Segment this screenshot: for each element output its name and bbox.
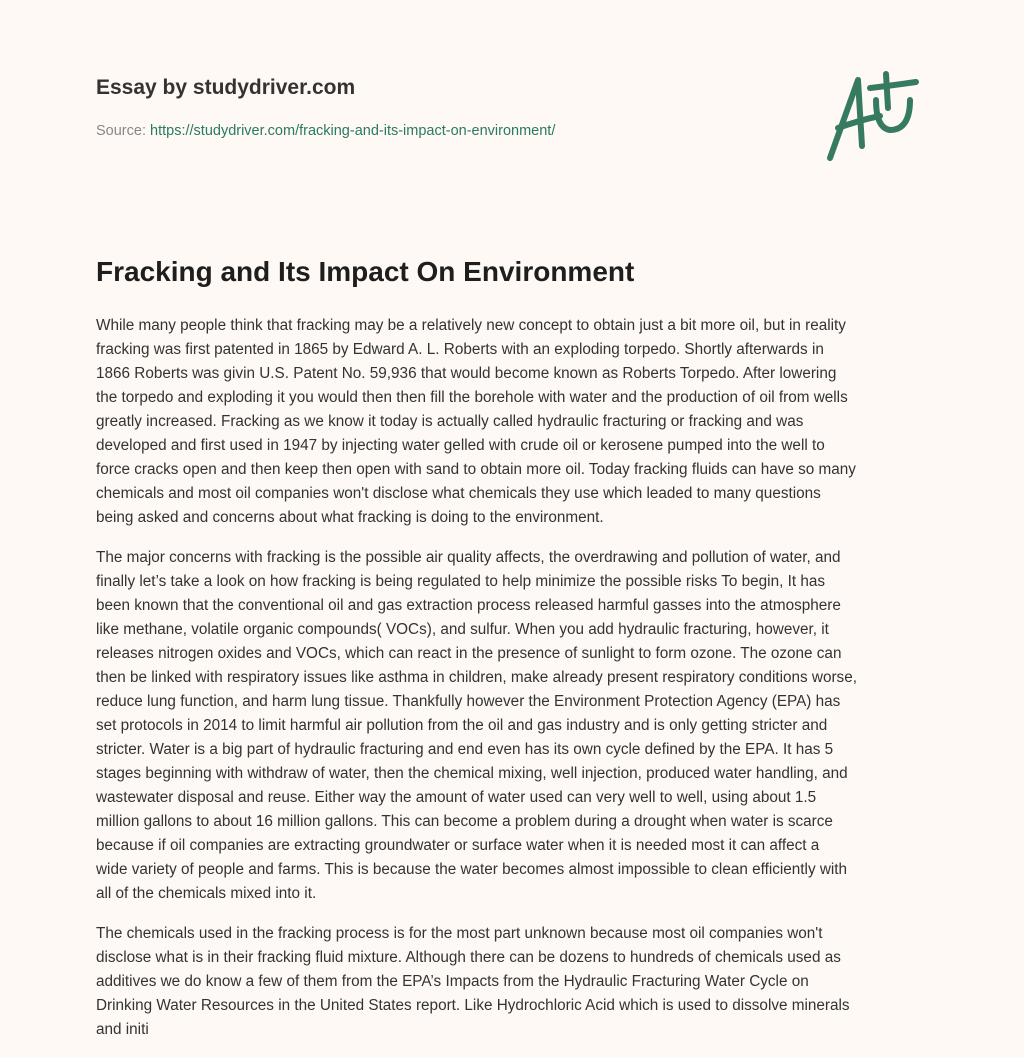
brand-heading: Essay by studydriver.com — [96, 76, 356, 99]
paragraph-line: The chemicals used in the fracking process is for the most part unknown because most oil companies won't — [96, 925, 823, 942]
paragraph-line: like methane, volatile organic compounds( VOCs), and sulfur. When you add hydraulic fracturing, however, it — [96, 621, 829, 638]
paragraph-line: been known that the conventional oil and gas extraction process released harmful gasses into the atmosphere — [96, 597, 841, 614]
paragraph-line: The major concerns with fracking is the possible air quality affects, the overdrawing and pollution of water, and — [96, 549, 841, 566]
essay-body — [96, 314, 966, 1058]
paragraph-line: stages beginning with withdraw of water, then the chemical mixing, well injection, produced water handling, and — [96, 765, 848, 782]
paragraph-line: all of the chemicals mixed into it. — [96, 885, 317, 902]
paragraph-line: 1866 Roberts was givin U.S. Patent No. 59,936 that would become known as Roberts Torpedo. After lowering — [96, 365, 837, 382]
paragraph-line: million gallons to about 16 million gallons. This can become a problem during a drought when water is scarce — [96, 813, 833, 830]
paragraph-line: wide variety of people and farms. This is because the water becomes almost impossible to clean efficiently with — [96, 861, 848, 878]
paragraph-line: Drinking Water Resources in the United States report. Like Hydrochloric Acid which is used to dissolve minerals — [96, 997, 850, 1014]
paragraph-line: wastewater disposal and reuse. Either way the amount of water used can very well to well, using about 1.5 — [96, 789, 817, 806]
source-label: Source: — [96, 123, 146, 139]
paragraph-line: force cracks open and then keep then open with sand to obtain more oil. Today fracking fluids can have so many — [96, 461, 856, 478]
paragraph-line: set protocols in 2014 to limit harmful air pollution from the oil and gas industry and is only getting stricter and — [96, 717, 828, 734]
essay-paragraph — [96, 546, 966, 906]
paragraph-line: While many people think that fracking may be a relatively new concept to obtain just a bit more oil, but in reality — [96, 317, 846, 334]
paragraph-line: releases nitrogen oxides and VOCs, which can react in the presence of sunlight to form ozone. The ozone can — [96, 645, 842, 662]
essay-paragraph — [96, 314, 966, 530]
paragraph-line: reduce lung function, and harm lung tissue. Thankfully however the Environment Protection Agency (EPA) has — [96, 693, 841, 710]
essay-paragraph — [96, 922, 966, 1042]
paragraph-line: being asked and concerns about what fracking is doing to the environment. — [96, 509, 604, 526]
paragraph-line: then be linked with respiratory issues like asthma in children, make already present respiratory conditions worse, — [96, 669, 857, 686]
paragraph-line: the torpedo and exploding it you would then then fill the borehole with water and the production of oil from wells — [96, 389, 848, 406]
source-line — [96, 123, 555, 139]
paragraph-line: finally let’s take a look on how fracking is being regulated to help minimize the possible risks To begin, It has — [96, 573, 825, 590]
paragraph-line: developed and first used in 1947 by injecting water gelled with crude oil or kerosene pumped into the well to — [96, 437, 825, 454]
paragraph-line: and initi — [96, 1021, 149, 1038]
paragraph-line: fracking was first patented in 1865 by Edward A. L. Roberts with an exploding torpedo. Shortly afterwards in — [96, 341, 824, 358]
a-plus-logo-icon — [818, 68, 928, 168]
paragraph-line: because if oil companies are extracting groundwater or surface water when it is needed most it can affect a — [96, 837, 820, 854]
source-link[interactable]: https://studydriver.com/fracking-and-its-impact-on-environment/ — [150, 123, 556, 139]
paragraph-line: disclose what is in their fracking fluid mixture. Although there can be dozens to hundreds of chemicals used as — [96, 949, 841, 966]
paragraph-line: greatly increased. Fracking as we know it today is actually called hydraulic fracturing or fracking and was — [96, 413, 804, 430]
paragraph-line: additives we do know a few of them from the EPA’s Impacts from the Hydraulic Fracturing Water Cycle on — [96, 973, 809, 990]
essay-title: Fracking and Its Impact On Environment — [96, 256, 635, 287]
paragraph-line: stricter. Water is a big part of hydraulic fracturing and end even has its own cycle defined by the EPA. It has 5 — [96, 741, 834, 758]
paragraph-line: chemicals and most oil companies won't disclose what chemicals they use which leaded to many questions — [96, 485, 821, 502]
